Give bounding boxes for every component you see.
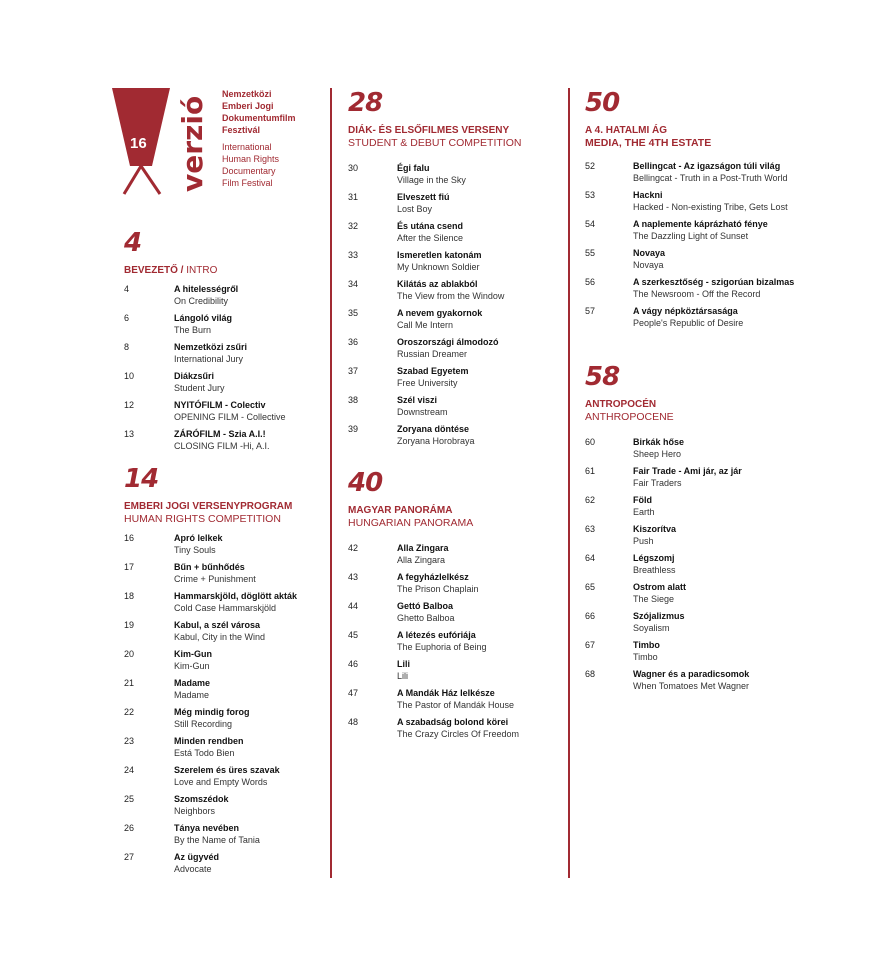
entry-title-hu: Wagner és a paradicsomok (633, 669, 750, 679)
entry-title-hu: Hammarskjöld, döglött akták (174, 591, 298, 601)
entry-title-hu: Minden rendben (174, 736, 244, 746)
entry-title-en: Neighbors (174, 806, 216, 816)
logo-leg-right (141, 166, 160, 194)
entry-title-en: Sheep Hero (633, 449, 682, 459)
entry-title-hu: Tánya nevében (174, 823, 240, 833)
toc-entry (124, 648, 324, 677)
entry-page-number: 53 (585, 190, 596, 200)
festival-name-en-line: Documentary (222, 166, 276, 176)
toc-entry (348, 336, 563, 365)
entry-title-en: Lili (397, 671, 409, 681)
entry-page-number: 21 (124, 678, 135, 688)
entry-title-hu: Gettó Balboa (397, 601, 454, 611)
entry-title-en: The Crazy Circles Of Freedom (397, 729, 520, 739)
section-heading-en: INTRO (186, 265, 218, 276)
toc-entry (124, 851, 324, 880)
toc-entry (124, 590, 324, 619)
entry-page-number: 17 (124, 562, 135, 572)
logo-v-shape (112, 88, 170, 166)
section-human-rights (124, 466, 324, 880)
entry-page-number: 61 (585, 466, 596, 476)
section-heading-hu: A 4. HATALMI ÁG (585, 125, 668, 136)
toc-entry (585, 189, 825, 218)
section-heading-hu: BEVEZETŐ / (124, 265, 184, 276)
toc-entry (348, 249, 563, 278)
entry-page-number: 20 (124, 649, 135, 659)
entry-title-en: Russian Dreamer (397, 349, 468, 359)
section-number: 28 (348, 88, 383, 118)
entry-title-hu: Alla Zingara (397, 543, 449, 553)
entry-title-en: My Unknown Soldier (397, 262, 480, 272)
logo-leg-left (124, 166, 141, 194)
toc-entry (585, 160, 825, 189)
entry-title-en: Ghetto Balboa (397, 613, 455, 623)
entry-title-hu: ZÁRÓFILM - Szia A.I.! (174, 429, 266, 439)
section-heading-hu: DIÁK- ÉS ELSŐFILMES VERSENY (348, 125, 510, 136)
entry-title-hu: Bellingcat - Az igazságon túli világ (633, 161, 781, 171)
entry-page-number: 23 (124, 736, 135, 746)
entry-page-number: 57 (585, 306, 596, 316)
entry-title-en: The Dazzling Light of Sunset (633, 231, 749, 241)
entry-title-en: People's Republic of Desire (633, 318, 744, 328)
section-media (585, 90, 825, 334)
entry-title-en: OPENING FILM - Collective (174, 412, 286, 422)
entry-page-number: 32 (348, 221, 359, 231)
entry-page-number: 42 (348, 543, 359, 553)
toc-entry (348, 716, 563, 745)
entry-page-number: 67 (585, 640, 596, 650)
toc-entry (124, 370, 324, 399)
entry-title-en: The Newsroom - Off the Record (633, 289, 761, 299)
entry-title-en: The Siege (633, 594, 675, 604)
column-divider (568, 88, 570, 878)
section-heading-en: STUDENT & DEBUT COMPETITION (348, 137, 522, 149)
section-number: 4 (124, 228, 142, 258)
entry-page-number: 10 (124, 371, 135, 381)
toc-entry (124, 619, 324, 648)
entry-title-en: When Tomatoes Met Wagner (633, 681, 750, 691)
entry-page-number: 39 (348, 424, 359, 434)
entry-page-number: 62 (585, 495, 596, 505)
entry-page-number: 33 (348, 250, 359, 260)
entry-title-en: The Burn (174, 325, 212, 335)
toc-entry (348, 191, 563, 220)
section-number: 40 (348, 468, 383, 498)
entry-title-en: The Prison Chaplain (397, 584, 479, 594)
toc-entry (585, 465, 825, 494)
entry-list (124, 532, 324, 880)
section-number: 14 (124, 464, 159, 494)
section-number: 50 (585, 88, 620, 118)
entry-page-number: 6 (124, 313, 130, 323)
entry-page-number: 31 (348, 192, 359, 202)
entry-page-number: 12 (124, 400, 135, 410)
section-heading-hu: EMBERI JOGI VERSENYPROGRAM (124, 501, 293, 512)
entry-title-en: Student Jury (174, 383, 225, 393)
entry-title-hu: Kilátás az ablakból (397, 279, 478, 289)
entry-list (585, 160, 825, 334)
toc-entry (585, 218, 825, 247)
entry-title-en: Tiny Souls (174, 545, 216, 555)
section-heading-en: MEDIA, THE 4TH ESTATE (585, 137, 712, 149)
section-student (348, 90, 563, 452)
entry-title-hu: Zoryana döntése (397, 424, 470, 434)
entry-title-en: Kim-Gun (174, 661, 210, 671)
toc-entry (585, 610, 825, 639)
entry-title-en: Zoryana Horobraya (397, 436, 475, 446)
entry-page-number: 64 (585, 553, 596, 563)
entry-title-en: Crime + Punishment (174, 574, 256, 584)
toc-entry (585, 581, 825, 610)
toc-entry (348, 394, 563, 423)
entry-title-hu: A naplemente káprázható fénye (633, 219, 768, 229)
entry-title-hu: Novaya (633, 248, 666, 258)
toc-entry (124, 735, 324, 764)
toc-entry (124, 428, 324, 457)
entry-title-hu: NYITÓFILM - Colectiv (174, 400, 266, 410)
toc-entry (348, 423, 563, 452)
entry-page-number: 54 (585, 219, 596, 229)
toc-entry (585, 523, 825, 552)
toc-entry (124, 312, 324, 341)
toc-entry (585, 247, 825, 276)
logo-word: verzió (176, 95, 209, 192)
entry-page-number: 60 (585, 437, 596, 447)
toc-entry (585, 668, 825, 697)
entry-title-en: Village in the Sky (397, 175, 466, 185)
entry-title-hu: Szomszédok (174, 794, 229, 804)
entry-title-en: Downstream (397, 407, 448, 417)
entry-page-number: 26 (124, 823, 135, 833)
entry-title-hu: Kim-Gun (174, 649, 212, 659)
entry-page-number: 44 (348, 601, 359, 611)
entry-page-number: 35 (348, 308, 359, 318)
entry-page-number: 18 (124, 591, 135, 601)
column-divider (330, 88, 332, 878)
entry-title-hu: Szél viszi (397, 395, 438, 405)
toc-entry (348, 278, 563, 307)
entry-title-hu: Ismeretlen katonám (397, 250, 482, 260)
toc-entry (348, 220, 563, 249)
entry-title-hu: A létezés eufóriája (397, 630, 476, 640)
entry-title-hu: Szójalizmus (633, 611, 685, 621)
festival-name-hu-line: Dokumentumfilm (222, 113, 296, 123)
entry-title-en: Free University (397, 378, 458, 388)
festival-name-en (222, 141, 296, 189)
entry-title-hu: Szabad Egyetem (397, 366, 469, 376)
entry-title-hu: Hackni (633, 190, 663, 200)
entry-title-hu: Madame (174, 678, 211, 688)
entry-title-hu: A vágy népköztársasága (633, 306, 738, 316)
entry-title-en: Advocate (174, 864, 212, 874)
festival-name-hu-line: Nemzetközi (222, 89, 272, 99)
entry-title-en: The View from the Window (397, 291, 505, 301)
toc-entry (585, 436, 825, 465)
entry-title-en: By the Name of Tania (174, 835, 260, 845)
logo-graphic (112, 88, 212, 198)
toc-entry (124, 341, 324, 370)
entry-page-number: 66 (585, 611, 596, 621)
entry-title-hu: Szerelem és üres szavak (174, 765, 280, 775)
entry-title-en: Cold Case Hammarskjöld (174, 603, 277, 613)
toc-entry (348, 307, 563, 336)
entry-title-en: Está Todo Bien (174, 748, 235, 758)
entry-title-hu: A fegyházlelkész (397, 572, 469, 582)
entry-title-en: Call Me Intern (397, 320, 454, 330)
festival-name-en-line: Human Rights (222, 154, 280, 164)
section-hungarian (348, 470, 563, 745)
entry-page-number: 13 (124, 429, 135, 439)
festival-name-en-line: International (222, 142, 272, 152)
toc-entry (124, 677, 324, 706)
entry-title-en: Push (633, 536, 654, 546)
entry-title-en: International Jury (174, 354, 244, 364)
section-heading-hu: MAGYAR PANORÁMA (348, 505, 453, 516)
entry-title-hu: Még mindig forog (174, 707, 250, 717)
entry-title-en: On Credibility (174, 296, 229, 306)
entry-title-hu: És utána csend (397, 221, 464, 231)
entry-title-en: Soyalism (633, 623, 670, 633)
festival-name-hu (222, 88, 296, 136)
entry-title-hu: A szerkesztőség - szigorúan bizalmas (633, 277, 795, 287)
entry-title-hu: Légszomj (633, 553, 675, 563)
toc-entry (348, 658, 563, 687)
entry-page-number: 22 (124, 707, 135, 717)
toc-entry (124, 283, 324, 312)
entry-title-hu: Az ügyvéd (174, 852, 220, 862)
entry-title-hu: Lili (397, 659, 410, 669)
entry-title-en: Timbo (633, 652, 658, 662)
entry-title-en: Madame (174, 690, 210, 700)
festival-name (222, 88, 296, 189)
toc-entry (585, 639, 825, 668)
toc-entry (124, 822, 324, 851)
entry-page-number: 56 (585, 277, 596, 287)
toc-entry (124, 532, 324, 561)
toc-entry (124, 706, 324, 735)
entry-title-hu: Diákzsűri (174, 371, 215, 381)
entry-title-hu: Apró lelkek (174, 533, 223, 543)
entry-page-number: 25 (124, 794, 135, 804)
entry-page-number: 55 (585, 248, 596, 258)
entry-page-number: 43 (348, 572, 359, 582)
entry-title-hu: A szabadság bolond körei (397, 717, 509, 727)
festival-name-hu-line: Fesztivál (222, 125, 261, 135)
entry-title-hu: A Mandák Ház lelkésze (397, 688, 495, 698)
entry-page-number: 4 (124, 284, 130, 294)
entry-list (585, 436, 825, 697)
entry-page-number: 24 (124, 765, 135, 775)
entry-title-en: Lost Boy (397, 204, 433, 214)
entry-list (348, 162, 563, 452)
festival-name-en-line: Film Festival (222, 178, 273, 188)
entry-page-number: 38 (348, 395, 359, 405)
entry-page-number: 52 (585, 161, 596, 171)
section-heading (124, 264, 324, 277)
entry-title-hu: Lángoló világ (174, 313, 233, 323)
section-heading-hu: ANTROPOCÉN (585, 399, 657, 410)
entry-title-hu: A hitelességről (174, 284, 239, 294)
entry-title-en: CLOSING FILM -Hi, A.I. (174, 441, 270, 451)
toc-entry (348, 629, 563, 658)
entry-page-number: 68 (585, 669, 596, 679)
entry-title-hu: Ostrom alatt (633, 582, 687, 592)
section-intro (124, 230, 324, 457)
entry-title-hu: Nemzetközi zsűri (174, 342, 248, 352)
entry-list (124, 283, 324, 457)
entry-title-hu: Fair Trade - Ami jár, az jár (633, 466, 742, 476)
toc-entry (124, 399, 324, 428)
toc-entry (124, 764, 324, 793)
entry-page-number: 34 (348, 279, 359, 289)
entry-title-en: Kabul, City in the Wind (174, 632, 266, 642)
entry-title-en: The Pastor of Mandák House (397, 700, 515, 710)
entry-title-en: Love and Empty Words (174, 777, 268, 787)
entry-title-hu: Elveszett fiú (397, 192, 450, 202)
toc-entry (585, 276, 825, 305)
entry-page-number: 27 (124, 852, 135, 862)
entry-title-hu: Timbo (633, 640, 660, 650)
entry-title-hu: Oroszországi álmodozó (397, 337, 499, 347)
section-number: 58 (585, 362, 620, 392)
verzio-logo (112, 88, 212, 198)
toc-entry (585, 552, 825, 581)
toc-entry (348, 365, 563, 394)
entry-title-en: Hacked - Non-existing Tribe, Gets Lost (633, 202, 788, 212)
entry-page-number: 30 (348, 163, 359, 173)
entry-title-en: Novaya (633, 260, 664, 270)
section-anthropocene (585, 364, 825, 697)
toc-entry (348, 542, 563, 571)
entry-title-en: After the Silence (397, 233, 464, 243)
entry-page-number: 45 (348, 630, 359, 640)
entry-page-number: 19 (124, 620, 135, 630)
entry-page-number: 8 (124, 342, 130, 352)
entry-page-number: 16 (124, 533, 135, 543)
section-heading-en: HUMAN RIGHTS COMPETITION (124, 513, 281, 525)
entry-title-en: The Euphoria of Being (397, 642, 487, 652)
toc-entry (124, 793, 324, 822)
entry-list (348, 542, 563, 745)
entry-page-number: 48 (348, 717, 359, 727)
logo-number: 16 (130, 135, 147, 152)
toc-entry (348, 687, 563, 716)
toc-entry (585, 494, 825, 523)
toc-entry (585, 305, 825, 334)
entry-title-hu: Kiszorítva (633, 524, 677, 534)
entry-title-en: Bellingcat - Truth in a Post-Truth World (633, 173, 788, 183)
entry-title-hu: Kabul, a szél városa (174, 620, 261, 630)
entry-page-number: 63 (585, 524, 596, 534)
entry-title-en: Earth (633, 507, 655, 517)
toc-entry (124, 561, 324, 590)
entry-title-en: Still Recording (174, 719, 233, 729)
entry-title-en: Alla Zingara (397, 555, 446, 565)
entry-title-hu: Égi falu (397, 163, 430, 173)
entry-page-number: 37 (348, 366, 359, 376)
entry-title-en: Fair Traders (633, 478, 682, 488)
entry-title-hu: Bűn + bűnhődés (174, 562, 245, 572)
festival-name-hu-line: Emberi Jogi (222, 101, 274, 111)
toc-entry (348, 571, 563, 600)
entry-page-number: 47 (348, 688, 359, 698)
toc-entry (348, 162, 563, 191)
section-heading-en: HUNGARIAN PANORAMA (348, 517, 474, 529)
toc-entry (348, 600, 563, 629)
entry-title-en: Breathless (633, 565, 676, 575)
section-heading-en: ANTHROPOCENE (585, 411, 674, 423)
entry-title-hu: A nevem gyakornok (397, 308, 483, 318)
entry-page-number: 65 (585, 582, 596, 592)
entry-title-hu: Föld (633, 495, 652, 505)
entry-page-number: 36 (348, 337, 359, 347)
entry-title-hu: Birkák hőse (633, 437, 685, 447)
entry-page-number: 46 (348, 659, 359, 669)
